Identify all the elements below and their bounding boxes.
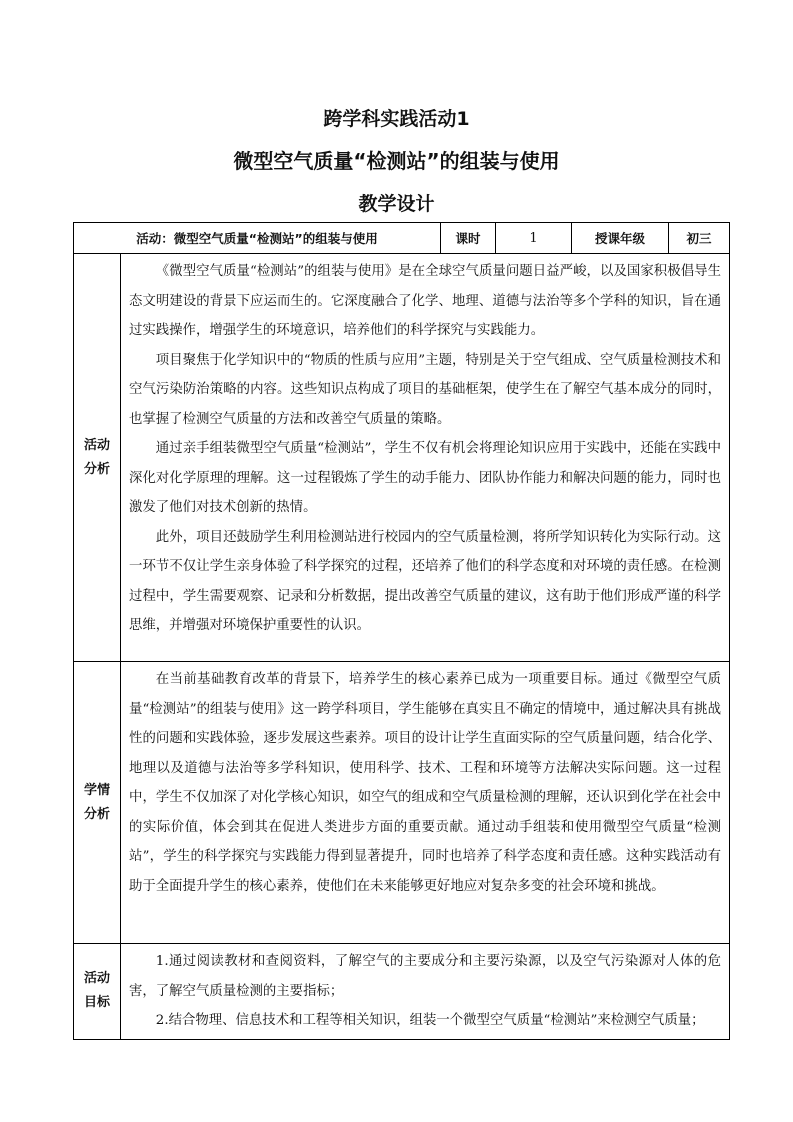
paragraph: 《微型空气质量“检测站”的组装与使用》是在全球空气质量问题日益严峻，以及国家积极倡导生态文明建设的背景下应运而生的。它深度融合了化学、地理、道德与法治等多个学科的知识，旨在通过实践操作，增强学生的环境意识，培养他们的科学探究与实践能力。 <box>129 264 721 338</box>
period-value-cell: 1 <box>496 223 572 254</box>
section-row-student-analysis <box>74 662 730 944</box>
section-label-line1: 活动 <box>83 971 110 987</box>
activity-name-cell: 活动：微型空气质量“检测站”的组装与使用 <box>74 223 441 254</box>
section-content <box>121 662 730 944</box>
document-subtitle: 微型空气质量“检测站”的组装与使用 <box>233 149 560 173</box>
section-content <box>121 254 730 662</box>
section-content <box>121 944 730 1040</box>
period-label-cell: 课时 <box>441 223 496 254</box>
document-title: 跨学科实践活动1 <box>323 108 470 130</box>
section-label-line1: 学情 <box>83 782 110 798</box>
lesson-plan-table <box>73 222 730 1040</box>
document-heading: 教学设计 <box>358 193 435 215</box>
section-label-line2: 分析 <box>83 806 110 822</box>
section-label-line1: 活动 <box>83 437 110 453</box>
grade-label-cell: 授课年级 <box>572 223 669 254</box>
grade-value-cell: 初三 <box>669 223 730 254</box>
paragraph: 1.通过阅读教材和查阅资料，了解空气的主要成分和主要污染源，以及空气污染源对人体的危害，了解空气质量检测的主要指标； <box>129 954 721 999</box>
section-row-activity-goals <box>74 944 730 1040</box>
section-row-activity-analysis <box>74 254 730 662</box>
paragraph: 项目聚焦于化学知识中的“物质的性质与应用”主题，特别是关于空气组成、空气质量检测技术和空气污染防治策略的内容。这些知识点构成了项目的基础框架，使学生在了解空气基本成分的同时，也掌握了检测空气质量的方法和改善空气质量的策略。 <box>129 352 721 427</box>
paragraph: 在当前基础教育改革的背景下，培养学生的核心素养已成为一项重要目标。通过《微型空气质量“检测站”的组装与使用》这一跨学科项目，学生能够在真实且不确定的情境中，通过解决具有挑战性的问题和实践体验，逐步发展这些素养。项目的设计让学生直面实际的空气质量问题，结合化学、地理以及道德与法治等多学科知识，使用科学、技术、工程和环境等方法解决实际问题。这一过程中，学生不仅加深了对化学核心知识，如空气的组成和空气质量检测的理解，还认识到化学在社会中的实际价值，体会到其在促进人类进步方面的重要贡献。通过动手组装和使用微型空气质量“检测站”，学生的科学探究与实践能力得到显著提升，同时也培养了科学态度和责任感。这种实践活动有助于全面提升学生的核心素养，使他们在未来能够更好地应对复杂多变的社会环境和挑战。 <box>129 672 721 894</box>
paragraph: 此外，项目还鼓励学生利用检测站进行校园内的空气质量检测，将所学知识转化为实际行动。这一环节不仅让学生亲身体验了科学探究的过程，还培养了他们的科学态度和对环境的责任感。在检测过程中，学生需要观察、记录和分析数据，提出改善空气质量的建议，这有助于他们形成严谨的科学思维，并增强对环境保护重要性的认识。 <box>129 529 721 633</box>
paragraph: 通过亲手组装微型空气质量“检测站”，学生不仅有机会将理论知识应用于实践中，还能在实践中深化对化学原理的理解。这一过程锻炼了学生的动手能力、团队协作能力和解决问题的能力，同时也激发了他们对技术创新的热情。 <box>129 441 721 515</box>
header-row <box>74 223 730 254</box>
section-label-line2: 分析 <box>83 461 110 477</box>
section-label <box>74 254 121 662</box>
section-label <box>74 662 121 944</box>
paragraph: 2.结合物理、信息技术和工程等相关知识，组装一个微型空气质量“检测站”来检测空气质量； <box>155 1013 705 1028</box>
section-label-line2: 目标 <box>83 995 110 1011</box>
section-label <box>74 944 121 1040</box>
